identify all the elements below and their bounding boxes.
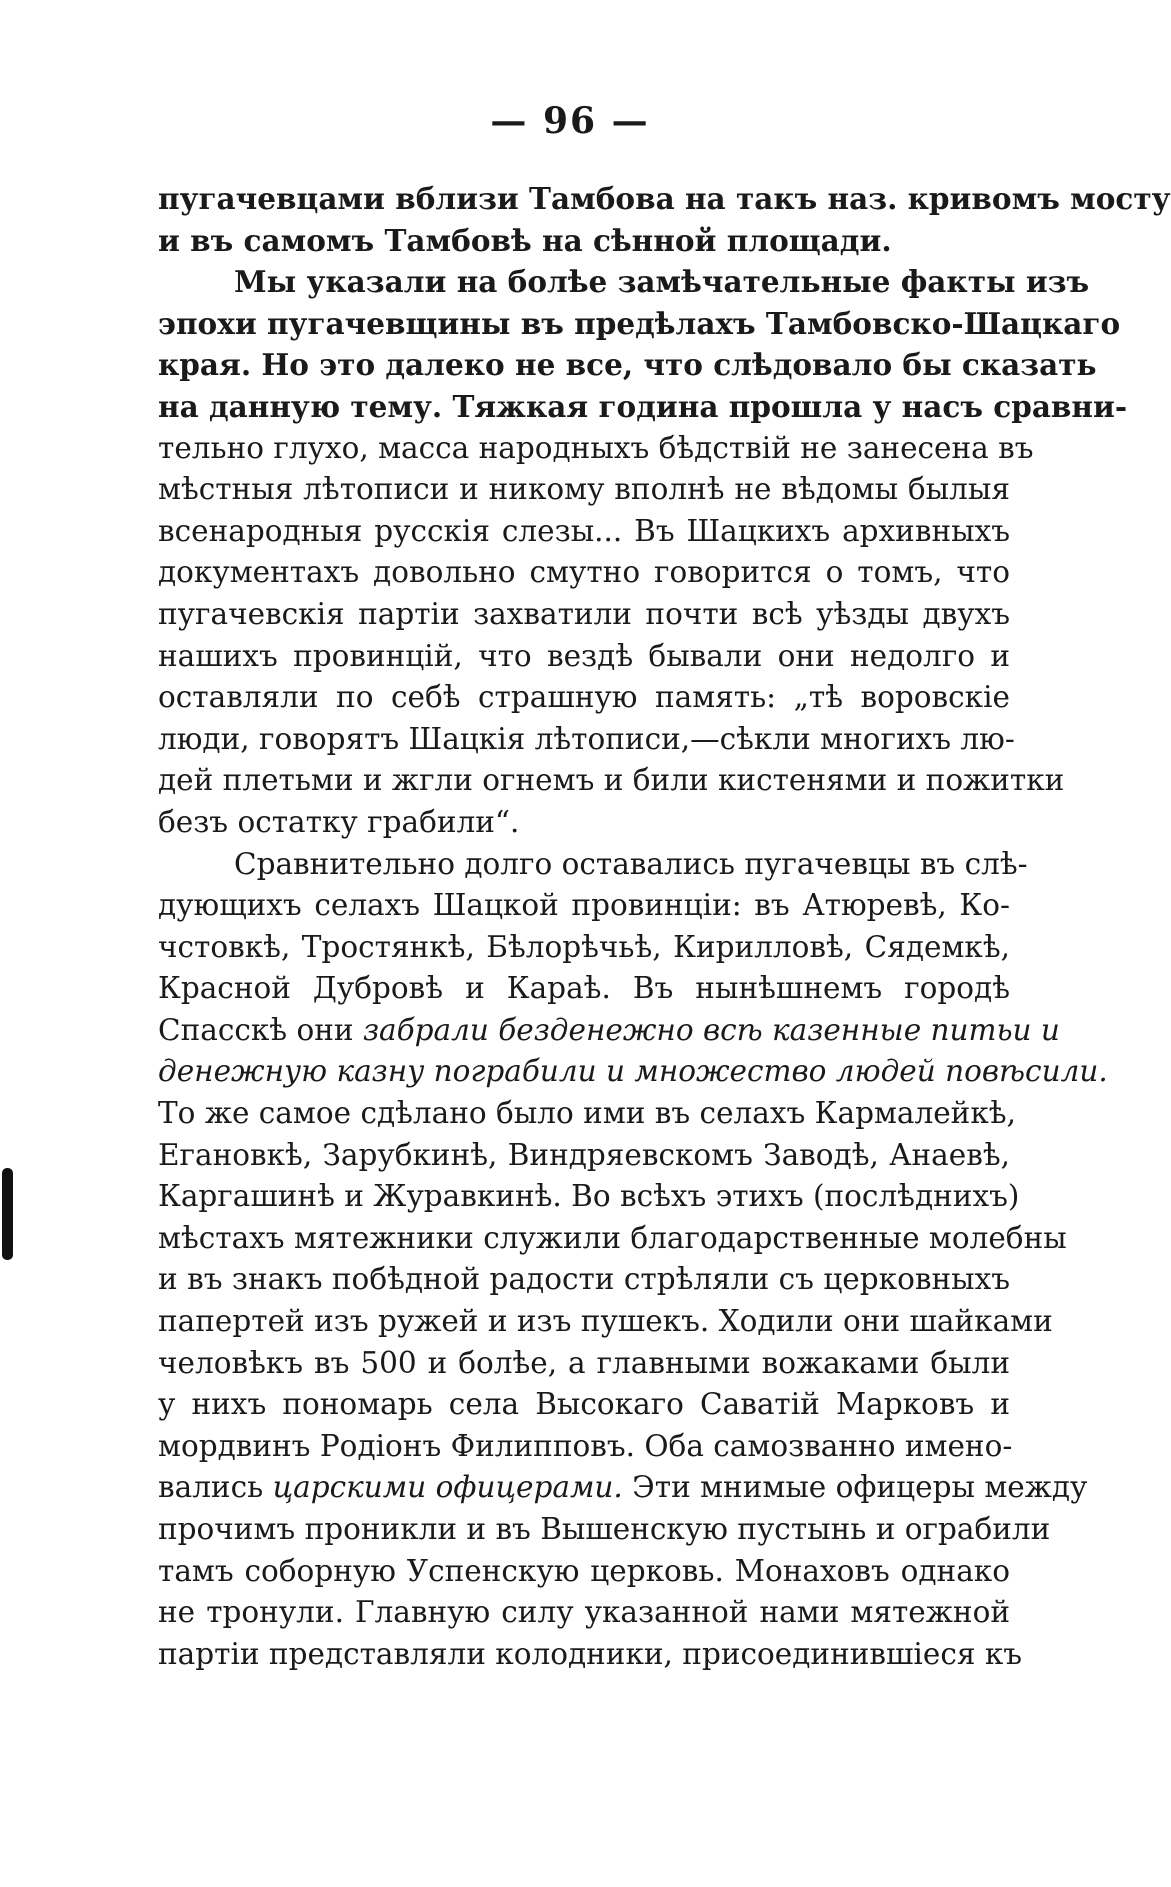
text-line: человѣкъ въ 500 и болѣе, а главными вожаками были [158,1345,1010,1380]
text-line: пугачевцами вблизи Тамбова на такъ наз. кривомъ мосту [158,181,1171,216]
text-line: безъ остатку грабили“. [158,804,520,839]
text-line: мѣстахъ мятежники служили благодарственные молебны [158,1220,1067,1255]
text-line: нашихъ провинцій, что вездѣ бывали они недолго и [158,638,1010,673]
text-line: оставляли по себѣ страшную память: „тѣ воровскіе [158,680,1010,715]
text-line: всенародныя русскія слезы... Въ Шацкихъ архивныхъ [158,513,1010,548]
margin-ink-mark [2,1168,13,1260]
text-line [158,1010,1060,1052]
text-line: Красной Дубровѣ и Караѣ. Въ нынѣшнемъ городѣ [158,971,1010,1006]
text-line: партіи представляли колодники, присоединившіеся къ [158,1636,1023,1671]
text-line: края. Но это далеко не все, что слѣдовало бы сказать [158,347,1097,383]
text-line: Егановкѣ, Зарубкинѣ, Виндряевскомъ Заводѣ, Анаевѣ, [158,1137,1010,1172]
text-run: Спасскѣ они [158,1012,363,1047]
text-run: Эти мнимые офицеры между [622,1470,1088,1505]
body-text [158,178,1171,1675]
text-line: у нихъ пономарь села Высокаго Саватій Марковъ и [158,1387,1010,1422]
text-line [158,1467,1088,1509]
text-line: пугачевскія партіи захватили почти всѣ уѣзды двухъ [158,596,1010,631]
text-line: тельно глухо, масса народныхъ бѣдствій не занесена въ [158,430,1034,465]
text-line: То же самое сдѣлано было ими въ селахъ Кармалейкѣ, [158,1096,1016,1131]
text-line: не тронули. Главную силу указанной нами мятежной [158,1595,1010,1630]
italic-quote: денежную казну пограбили и множество людей повѣсили. [158,1054,1108,1089]
text-line: и въ самомъ Тамбовѣ на сѣнной площади. [158,222,892,258]
text-line: прочимъ проникли и въ Вышенскую пустынь и ограбили [158,1512,1051,1546]
text-line: документахъ довольно смутно говорится о томъ, что [158,555,1010,590]
text-line: Сравнительно долго оставались пугачевцы въ слѣ- [234,846,1028,881]
text-line: папертей изъ ружей и изъ пушекъ. Ходили они шайками [158,1304,1053,1339]
italic-quote: забрали безденежно всѣ казенные питьи и [362,1012,1060,1047]
text-run: вались [158,1470,273,1505]
italic-term: царскими офицерами. [272,1470,623,1505]
text-line: эпохи пугачевщины въ предѣлахъ Тамбовско-Шацкаго [158,305,1121,341]
text-line: Мы указали на болѣе замѣчательные факты изъ [234,264,1090,300]
text-line: мордвинъ Родіонъ Филипповъ. Оба самозванно имено- [158,1428,1013,1463]
text-line: дей плетьми и жгли огнемъ и били кистенями и пожитки [158,763,1065,798]
text-line: мѣстныя лѣтописи и никому вполнѣ не вѣдомы былыя [158,472,1010,507]
text-line: чстовкѣ, Тростянкѣ, Бѣлорѣчьѣ, Кирилловѣ, Сядемкѣ, [158,929,1010,964]
text-line: и въ знакъ побѣдной радости стрѣляли съ церковныхъ [158,1262,1010,1297]
text-line: дующихъ селахъ Шацкой провинціи: въ Атюревѣ, Ко- [158,888,1010,923]
page-number: — 96 — [490,100,650,142]
text-line: Каргашинѣ и Журавкинѣ. Во всѣхъ этихъ (послѣднихъ) [158,1179,1020,1214]
text-line: на данную тему. Тяжкая година прошла у насъ сравни- [158,388,1128,424]
text-line: тамъ соборную Успенскую церковь. Монаховъ однако [158,1553,1010,1588]
text-line: люди, говорятъ Шацкія лѣтописи,—сѣкли многихъ лю- [158,721,1015,756]
